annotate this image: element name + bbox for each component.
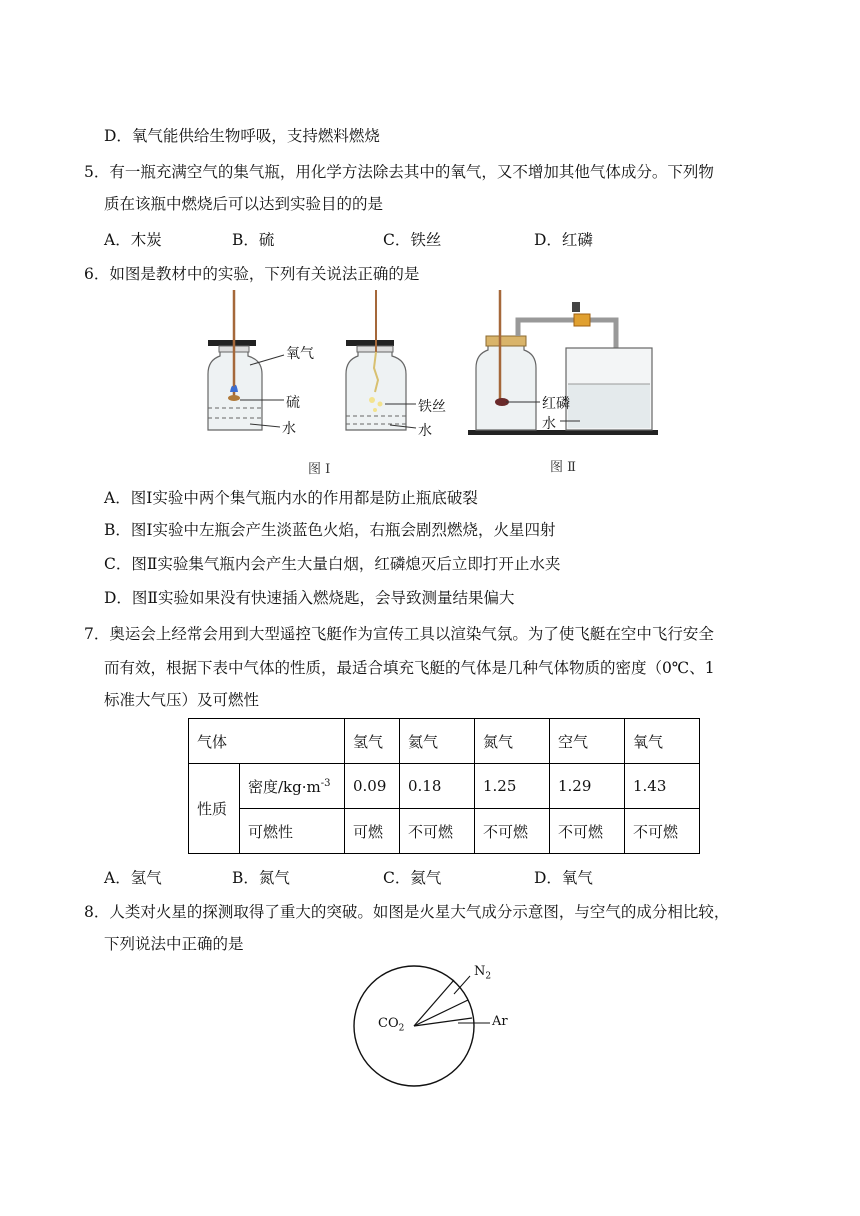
table-cell: 不可燃 (400, 809, 475, 854)
table-cell: 1.29 (550, 764, 625, 809)
table-cell: 可燃 (345, 809, 400, 854)
q6-stem: 6．如图是教材中的实验，下列有关说法正确的是 (84, 265, 420, 283)
table-cell: 不可燃 (475, 809, 550, 854)
table-cell: 不可燃 (550, 809, 625, 854)
table-row-label-flammability: 可燃性 (240, 809, 345, 854)
q5-option-a: A．木炭 (104, 231, 162, 249)
pie-label-n2 (474, 964, 491, 982)
q7-option-d: D．氧气 (534, 869, 593, 887)
co2-text: CO (378, 1016, 399, 1031)
table-row (189, 719, 700, 764)
q6-option-c: C．图Ⅱ实验集气瓶内会产生大量白烟，红磷熄灭后立即打开止水夹 (104, 555, 561, 573)
table-cell: 氢气 (345, 719, 400, 764)
q7-stem-line1: 7．奥运会上经常会用到大型遥控飞艇作为宣传工具以渲染气氛。为了使飞艇在空中飞行安全 (84, 625, 714, 643)
caption-figure-2: 图 Ⅱ (550, 460, 576, 475)
caption-figure-1: 图 I (308, 462, 331, 477)
table-cell: 1.43 (625, 764, 700, 809)
label-sulfur: 硫 (286, 395, 300, 411)
gas-properties-table (188, 718, 700, 854)
q7-stem-line3: 标准大气压）及可燃性 (104, 691, 260, 709)
pie-label-ar: Ar (492, 1014, 508, 1029)
table-cell: 0.09 (345, 764, 400, 809)
q8-stem-line1: 8．人类对火星的探测取得了重大的突破。如图是火星大气成分示意图，与空气的成分相比较， (84, 903, 730, 921)
label-water-1: 水 (282, 421, 296, 437)
q6-option-a: A．图Ⅰ实验中两个集气瓶内水的作用都是防止瓶底破裂 (104, 489, 478, 507)
q7-option-a: A．氢气 (104, 869, 162, 887)
q5-option-d: D．红磷 (534, 231, 593, 249)
n2-subscript: 2 (485, 971, 492, 982)
density-label: 密度/kg·m (248, 777, 321, 796)
q5-option-b: B．硫 (232, 231, 275, 249)
table-cell: 0.18 (400, 764, 475, 809)
label-red-phosphorus: 红磷 (542, 396, 570, 412)
q4-option-d: D．氧气能供给生物呼吸，支持燃料燃烧 (104, 127, 380, 145)
table-row (189, 764, 700, 809)
label-water-2: 水 (418, 423, 432, 439)
q7-option-b: B．氮气 (232, 869, 290, 887)
table-cell: 氦气 (400, 719, 475, 764)
q6-option-d: D．图Ⅱ实验如果没有快速插入燃烧匙，会导致测量结果偏大 (104, 589, 515, 607)
table-row (189, 809, 700, 854)
pie-label-co2 (378, 1016, 404, 1034)
q5-stem-line2: 质在该瓶中燃烧后可以达到实验目的的是 (104, 195, 384, 213)
label-oxygen: 氧气 (286, 346, 314, 362)
table-row-label-density (240, 764, 345, 809)
table-cell: 氮气 (475, 719, 550, 764)
q5-option-c: C．铁丝 (383, 231, 442, 249)
q6-option-b: B．图Ⅰ实验中左瓶会产生淡蓝色火焰，右瓶会剧烈燃烧，火星四射 (104, 521, 556, 539)
table-group-label: 性质 (189, 764, 240, 854)
q7-stem-line2: 而有效，根据下表中气体的性质，最适合填充飞艇的气体是几种气体物质的密度（0℃、1 (104, 659, 715, 677)
label-iron-wire: 铁丝 (418, 399, 446, 415)
q7-option-c: C．氦气 (383, 869, 442, 887)
label-water-3: 水 (542, 416, 556, 432)
q5-stem-line1: 5．有一瓶充满空气的集气瓶，用化学方法除去其中的氧气，又不增加其他气体成分。下列物 (84, 163, 714, 181)
table-cell: 空气 (550, 719, 625, 764)
n2-text: N (474, 964, 486, 979)
table-cell: 1.25 (475, 764, 550, 809)
table-header-gas: 气体 (189, 719, 345, 764)
q8-stem-line2: 下列说法中正确的是 (104, 935, 244, 953)
table-cell: 氧气 (625, 719, 700, 764)
co2-subscript: 2 (398, 1023, 405, 1034)
table-cell: 不可燃 (625, 809, 700, 854)
density-unit-exponent: -3 (320, 777, 331, 789)
